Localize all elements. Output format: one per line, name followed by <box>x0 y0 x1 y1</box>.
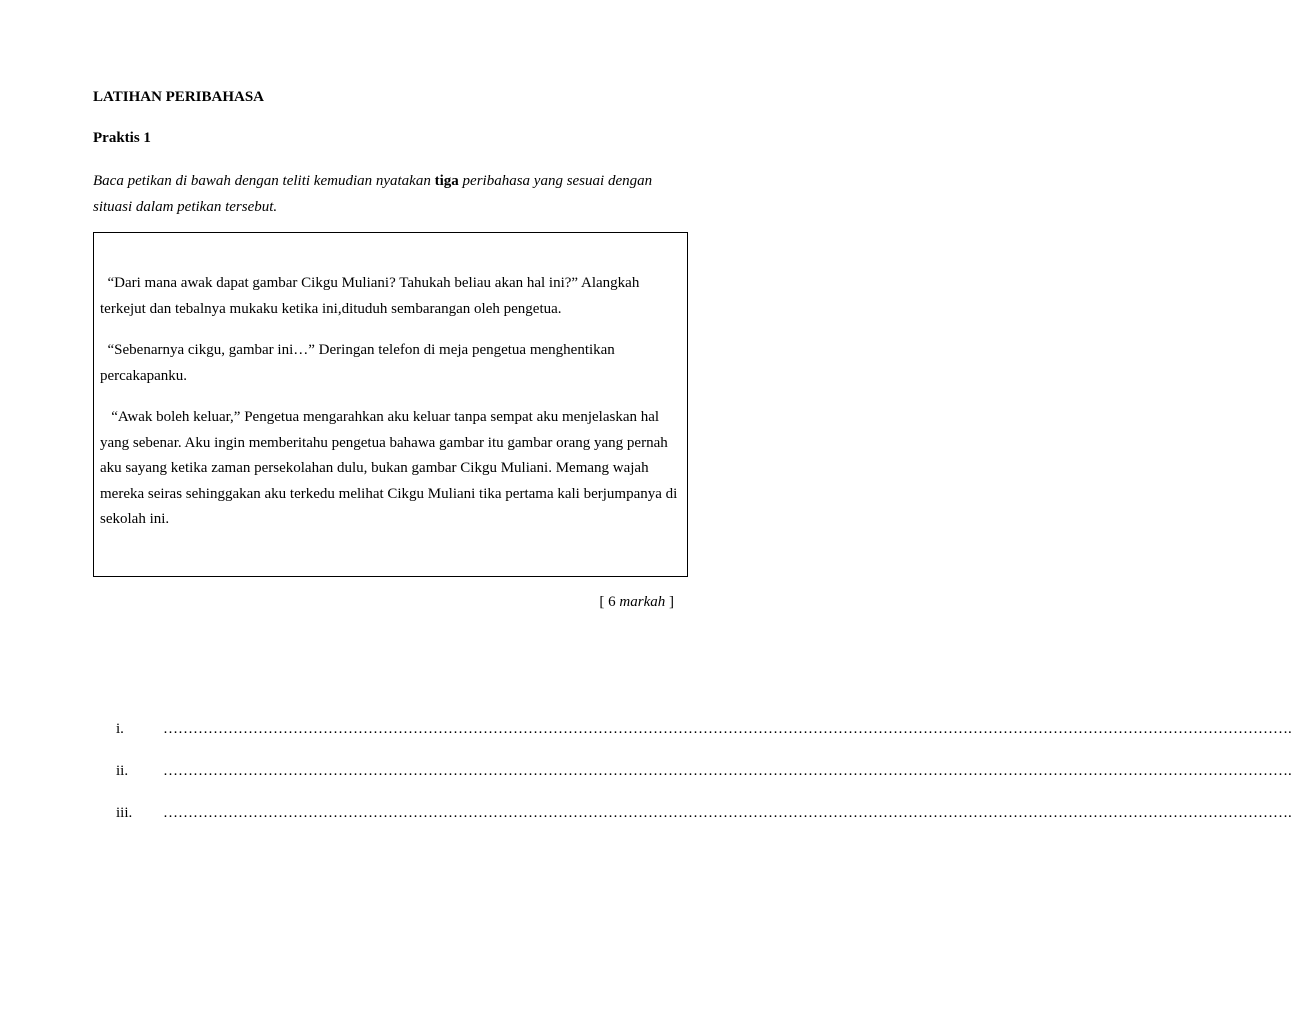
instruction-part-2: peribahasa yang sesuai dengan situasi dalam petikan tersebut. <box>93 173 653 215</box>
passage-paragraph <box>100 338 685 389</box>
passage-paragraph <box>100 271 685 322</box>
passage-box <box>93 232 688 577</box>
marks-word: markah <box>619 594 666 610</box>
passage-paragraph-text: “Dari mana awak dapat gambar Cikgu Muliani? Tahukah beliau akan hal ini?” Alangkah terkejut dan tebalnya mukaku ketika ini,dituduh sembarangan oleh pengetua. <box>100 275 640 317</box>
marks-label <box>599 591 674 613</box>
instruction-part-1: Baca petikan di bawah dengan teliti kemudian nyatakan <box>93 173 435 189</box>
answer-number: iii. <box>116 805 133 821</box>
instruction-text <box>93 168 693 220</box>
marks-open: [ 6 <box>599 594 620 610</box>
answer-number: ii. <box>116 763 129 779</box>
marks-close: ] <box>665 594 674 610</box>
passage-paragraph-text: “Sebenarnya cikgu, gambar ini…” Deringan telefon di meja pengetua menghentikan percakapanku. <box>100 342 615 384</box>
answer-blank[interactable]: ………………………………………………………………………………………………………………………………………………………………………………………………………. <box>163 763 1292 779</box>
answer-number: i. <box>116 721 124 737</box>
answer-blank[interactable]: ………………………………………………………………………………………………………………………………………………………………………………………………………. <box>163 805 1292 821</box>
passage-paragraph <box>100 405 685 533</box>
instruction-emphasis: tiga <box>434 173 459 189</box>
section-heading: Praktis 1 <box>93 130 151 146</box>
page-title: LATIHAN PERIBAHASA <box>93 89 264 105</box>
answer-blank[interactable]: ………………………………………………………………………………………………………………………………………………………………………………………………………. <box>163 721 1292 737</box>
passage-paragraph-text: “Awak boleh keluar,” Pengetua mengarahkan aku keluar tanpa sempat aku menjelaskan hal yang sebenar. Aku ingin memberitahu pengetua bahawa gambar itu gambar orang yang pernah aku sayang ketika zaman persekolahan dulu, bukan gambar Cikgu Muliani. Memang wajah mereka seiras sehinggakan aku terkedu melihat Cikgu Muliani tika pertama kali berjumpanya di sekolah ini. <box>100 409 678 527</box>
